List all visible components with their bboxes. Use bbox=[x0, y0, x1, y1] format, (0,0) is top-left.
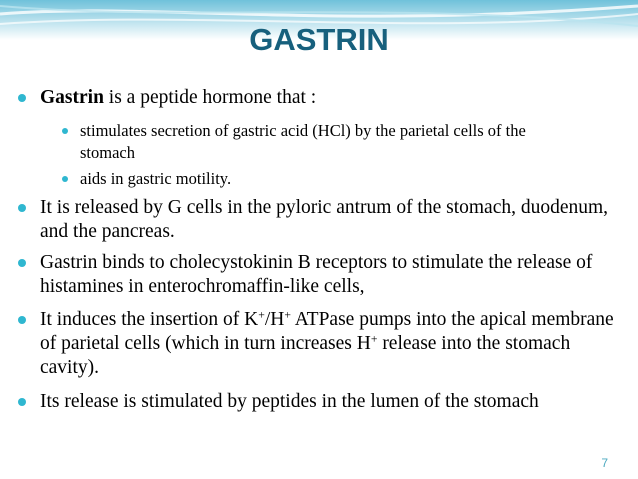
bullet-icon bbox=[62, 176, 68, 182]
list-item bbox=[18, 251, 618, 299]
bullet-icon bbox=[18, 259, 26, 267]
list-item bbox=[18, 86, 618, 110]
list-item bbox=[18, 390, 618, 414]
bullet-text: stimulates secretion of gastric acid (HCl) by the parietal cells of the stomach bbox=[80, 121, 526, 162]
bullet-icon bbox=[18, 316, 26, 324]
bullet-icon bbox=[18, 204, 26, 212]
page-number: 7 bbox=[601, 456, 608, 470]
bullet-bold-term: Gastrin bbox=[40, 87, 104, 108]
bullet-text: Its release is stimulated by peptides in the lumen of the stomach bbox=[40, 391, 539, 412]
bullet-icon bbox=[18, 94, 26, 102]
bullet-text: aids in gastric motility. bbox=[80, 169, 232, 188]
bullet-icon bbox=[62, 128, 68, 134]
list-item bbox=[18, 308, 618, 380]
list-item bbox=[62, 168, 582, 190]
list-item bbox=[62, 120, 582, 164]
bullet-text: It is released by G cells in the pyloric antrum of the stomach, duodenum, and the pancreas. bbox=[40, 197, 609, 242]
bullet-text: It induces the insertion of K+/H+ ATPase pumps into the apical membrane of parietal cells (which in turn increases H+ release into the stomach cavity). bbox=[40, 308, 614, 378]
bullet-text: is a peptide hormone that : bbox=[103, 87, 317, 108]
bullet-icon bbox=[18, 398, 26, 406]
bullet-text: Gastrin binds to cholecystokinin B receptors to stimulate the release of histamines in enterochromaffin-like cells, bbox=[40, 252, 593, 297]
slide-title: GASTRIN bbox=[249, 22, 389, 57]
list-item bbox=[18, 196, 618, 244]
